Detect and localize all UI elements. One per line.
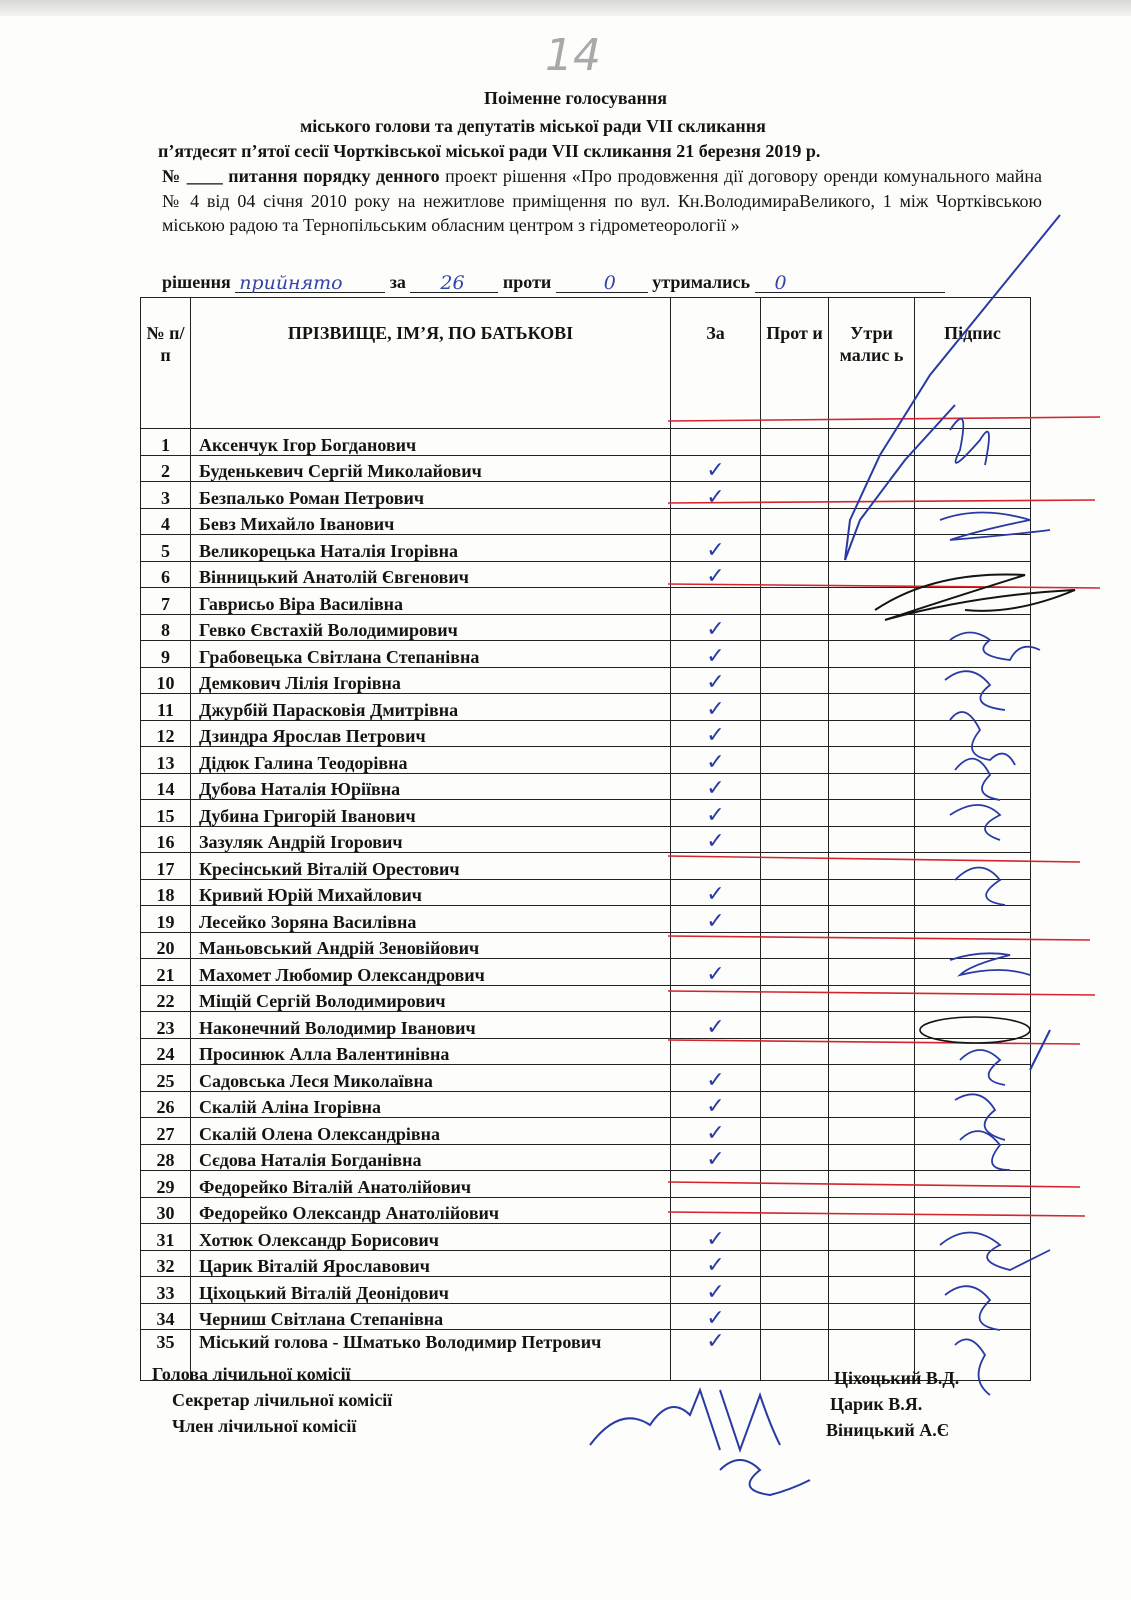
commission-head-label: Голова лічильної комісії bbox=[152, 1364, 351, 1384]
row-vote-for: ✓ bbox=[671, 1277, 761, 1304]
row-vote-for: ✓ bbox=[671, 959, 761, 986]
row-number: 17 bbox=[141, 853, 191, 880]
row-vote-for: ✓ bbox=[671, 614, 761, 641]
row-name: Садовська Леся Миколаївна bbox=[191, 1065, 671, 1092]
oval-signature-scribble bbox=[920, 1017, 1030, 1043]
commission-head-name: Ціхоцький В.Д. bbox=[834, 1368, 960, 1388]
row-vote-for: ✓ bbox=[671, 482, 761, 509]
row-number: 21 bbox=[141, 959, 191, 986]
row-number: 31 bbox=[141, 1224, 191, 1251]
row-name: Гевко Євстахій Володимирович bbox=[191, 614, 671, 641]
row-vote-for: ✓ bbox=[671, 800, 761, 827]
row-name: Скалій Олена Олександрівна bbox=[191, 1118, 671, 1145]
row-name: Міщій Сергій Володимирович bbox=[191, 985, 671, 1012]
row-name: Кривий Юрій Михайлович bbox=[191, 879, 671, 906]
row-vote-for: ✓ bbox=[671, 1012, 761, 1039]
row-vote-for: ✓ bbox=[671, 561, 761, 588]
row-name: Лесейко Зоряна Василівна bbox=[191, 906, 671, 933]
black-signature-scribble bbox=[875, 574, 1075, 620]
row-vote-for: ✓ bbox=[671, 455, 761, 482]
row-number: 7 bbox=[141, 588, 191, 615]
row-number: 16 bbox=[141, 826, 191, 853]
row-vote-for: ✓ bbox=[671, 1303, 761, 1330]
row-vote-for: ✓ bbox=[671, 773, 761, 800]
row-number: 4 bbox=[141, 508, 191, 535]
row-vote-for: ✓ bbox=[671, 720, 761, 747]
row-number: 9 bbox=[141, 641, 191, 668]
commission-member-name: Віницький А.Є bbox=[826, 1420, 949, 1440]
row-number: 32 bbox=[141, 1250, 191, 1277]
row-vote-for: ✓ bbox=[671, 826, 761, 853]
row-name: Просинюк Алла Валентинівна bbox=[191, 1038, 671, 1065]
row-name: Черниш Світлана Степанівна bbox=[191, 1303, 671, 1330]
header-against: Прот и bbox=[761, 298, 829, 429]
row-vote-for: ✓ bbox=[671, 694, 761, 721]
row-number: 34 bbox=[141, 1303, 191, 1330]
handwritten-page-number: 14 bbox=[545, 30, 601, 81]
row-number: 10 bbox=[141, 667, 191, 694]
row-name: Скалій Аліна Ігорівна bbox=[191, 1091, 671, 1118]
row-vote-for: ✓ bbox=[671, 1224, 761, 1251]
row-vote-for: ✓ bbox=[671, 1144, 761, 1171]
absence-strike-lines bbox=[668, 417, 1100, 1216]
session-line: п’ятдесят п’ятої сесії Чортківської міської ради VII скликання 21 березня 2019 р. bbox=[158, 141, 821, 161]
row-name: Кресінський Віталій Орестович bbox=[191, 853, 671, 880]
row-name: Буденькевич Сергій Миколайович bbox=[191, 455, 671, 482]
row-number: 29 bbox=[141, 1171, 191, 1198]
header-for: За bbox=[671, 298, 761, 429]
row-number: 22 bbox=[141, 985, 191, 1012]
row-vote-for: ✓ bbox=[671, 1118, 761, 1145]
row-number: 3 bbox=[141, 482, 191, 509]
row-name: Царик Віталій Ярославович bbox=[191, 1250, 671, 1277]
row-number: 30 bbox=[141, 1197, 191, 1224]
row-number: 19 bbox=[141, 906, 191, 933]
row-number: 35 bbox=[141, 1330, 191, 1381]
commission-signatures bbox=[590, 1390, 810, 1495]
row-number: 28 bbox=[141, 1144, 191, 1171]
row-number: 26 bbox=[141, 1091, 191, 1118]
abstained-label: утримались bbox=[652, 272, 750, 292]
header-abstained: Утри малис ь bbox=[829, 298, 915, 429]
document-title: Поіменне голосування bbox=[484, 88, 668, 108]
row-name: Дідюк Галина Теодорівна bbox=[191, 747, 671, 774]
row-number: 8 bbox=[141, 614, 191, 641]
row-number: 24 bbox=[141, 1038, 191, 1065]
row-vote-for: ✓ bbox=[671, 667, 761, 694]
row-number: 5 bbox=[141, 535, 191, 562]
row-vote-for: ✓ bbox=[671, 747, 761, 774]
row-name: Вінницький Анатолій Євгенович bbox=[191, 561, 671, 588]
row-name: Ціхоцький Віталій Деонідович bbox=[191, 1277, 671, 1304]
row-vote-for: ✓ bbox=[671, 879, 761, 906]
row-number: 15 bbox=[141, 800, 191, 827]
commission-member-label: Член лічильної комісії bbox=[172, 1416, 357, 1436]
decision-value: прийнято bbox=[239, 272, 343, 294]
decision-label: рішення bbox=[162, 272, 231, 292]
row-name: Дубова Наталія Юріївна bbox=[191, 773, 671, 800]
against-label: проти bbox=[502, 272, 552, 292]
row-name: Демкович Лілія Ігорівна bbox=[191, 667, 671, 694]
row-vote-for: ✓ bbox=[671, 1065, 761, 1092]
row-name: Федорейко Олександр Анатолійович bbox=[191, 1197, 671, 1224]
header-name: ПРІЗВИЩЕ, ІМ’Я, ПО БАТЬКОВІ bbox=[191, 298, 671, 429]
row-number: 25 bbox=[141, 1065, 191, 1092]
row-name: Міський голова - Шматько Володимир Петрович bbox=[191, 1330, 671, 1381]
row-name: Джурбій Парасковія Дмитрівна bbox=[191, 694, 671, 721]
row-name: Наконечний Володимир Іванович bbox=[191, 1012, 671, 1039]
row-name: Махомет Любомир Олександрович bbox=[191, 959, 671, 986]
row-vote-for: ✓ bbox=[671, 535, 761, 562]
row-vote-for: ✓ bbox=[671, 906, 761, 933]
row-name: Дзиндра Ярослав Петрович bbox=[191, 720, 671, 747]
row-number: 13 bbox=[141, 747, 191, 774]
row-name: Маньовський Андрій Зеновійович bbox=[191, 932, 671, 959]
agenda-prefix: № ____ питання порядку денного bbox=[162, 166, 440, 186]
row-vote-for: ✓ bbox=[671, 1091, 761, 1118]
row-name: Федорейко Віталій Анатолійович bbox=[191, 1171, 671, 1198]
row-name: Гаврисьо Віра Василівна bbox=[191, 588, 671, 615]
row-number: 23 bbox=[141, 1012, 191, 1039]
for-value: 26 bbox=[440, 272, 465, 294]
signatures-scribbles bbox=[940, 419, 1050, 1395]
row-vote-for: ✓ bbox=[671, 1330, 761, 1381]
abstained-value: 0 bbox=[774, 272, 787, 294]
header-signature: Підпис bbox=[915, 298, 1031, 429]
row-number: 33 bbox=[141, 1277, 191, 1304]
row-number: 14 bbox=[141, 773, 191, 800]
row-name: Великорецька Наталія Ігорівна bbox=[191, 535, 671, 562]
row-number: 2 bbox=[141, 455, 191, 482]
row-number: 11 bbox=[141, 694, 191, 721]
row-vote-for: ✓ bbox=[671, 1250, 761, 1277]
commission-secretary-label: Секретар лічильної комісії bbox=[172, 1390, 393, 1410]
row-name: Безпалько Роман Петрович bbox=[191, 482, 671, 509]
row-name: Зазуляк Андрій Ігорович bbox=[191, 826, 671, 853]
row-name: Хотюк Олександр Борисович bbox=[191, 1224, 671, 1251]
against-value: 0 bbox=[603, 272, 616, 294]
row-number: 1 bbox=[141, 429, 191, 456]
row-name: Дубина Григорій Іванович bbox=[191, 800, 671, 827]
row-number: 20 bbox=[141, 932, 191, 959]
row-number: 12 bbox=[141, 720, 191, 747]
row-name: Сєдова Наталія Богданівна bbox=[191, 1144, 671, 1171]
row-vote-for: ✓ bbox=[671, 641, 761, 668]
row-name: Бевз Михайло Іванович bbox=[191, 508, 671, 535]
header-num: № п/п bbox=[141, 298, 191, 429]
row-number: 6 bbox=[141, 561, 191, 588]
document-subtitle: міського голови та депутатів міської ради VII скликання bbox=[300, 116, 766, 136]
agenda-text: проект рішення «Про продовження дії договору оренди комунального майна № 4 від 04 січня 2010 року на нежитлове приміщення по вул. Кн.ВолодимираВеликого, 1 між Чортківською міською радою та Тернопільським обласним центром з гідрометеорології » bbox=[162, 166, 1042, 235]
row-name: Аксенчук Ігор Богданович bbox=[191, 429, 671, 456]
row-number: 18 bbox=[141, 879, 191, 906]
commission-secretary-name: Царик В.Я. bbox=[830, 1394, 923, 1414]
row-name: Грабовецька Світлана Степанівна bbox=[191, 641, 671, 668]
row-number: 27 bbox=[141, 1118, 191, 1145]
for-label: за bbox=[389, 272, 406, 292]
diagonal-pen-strokes bbox=[845, 215, 1060, 1070]
